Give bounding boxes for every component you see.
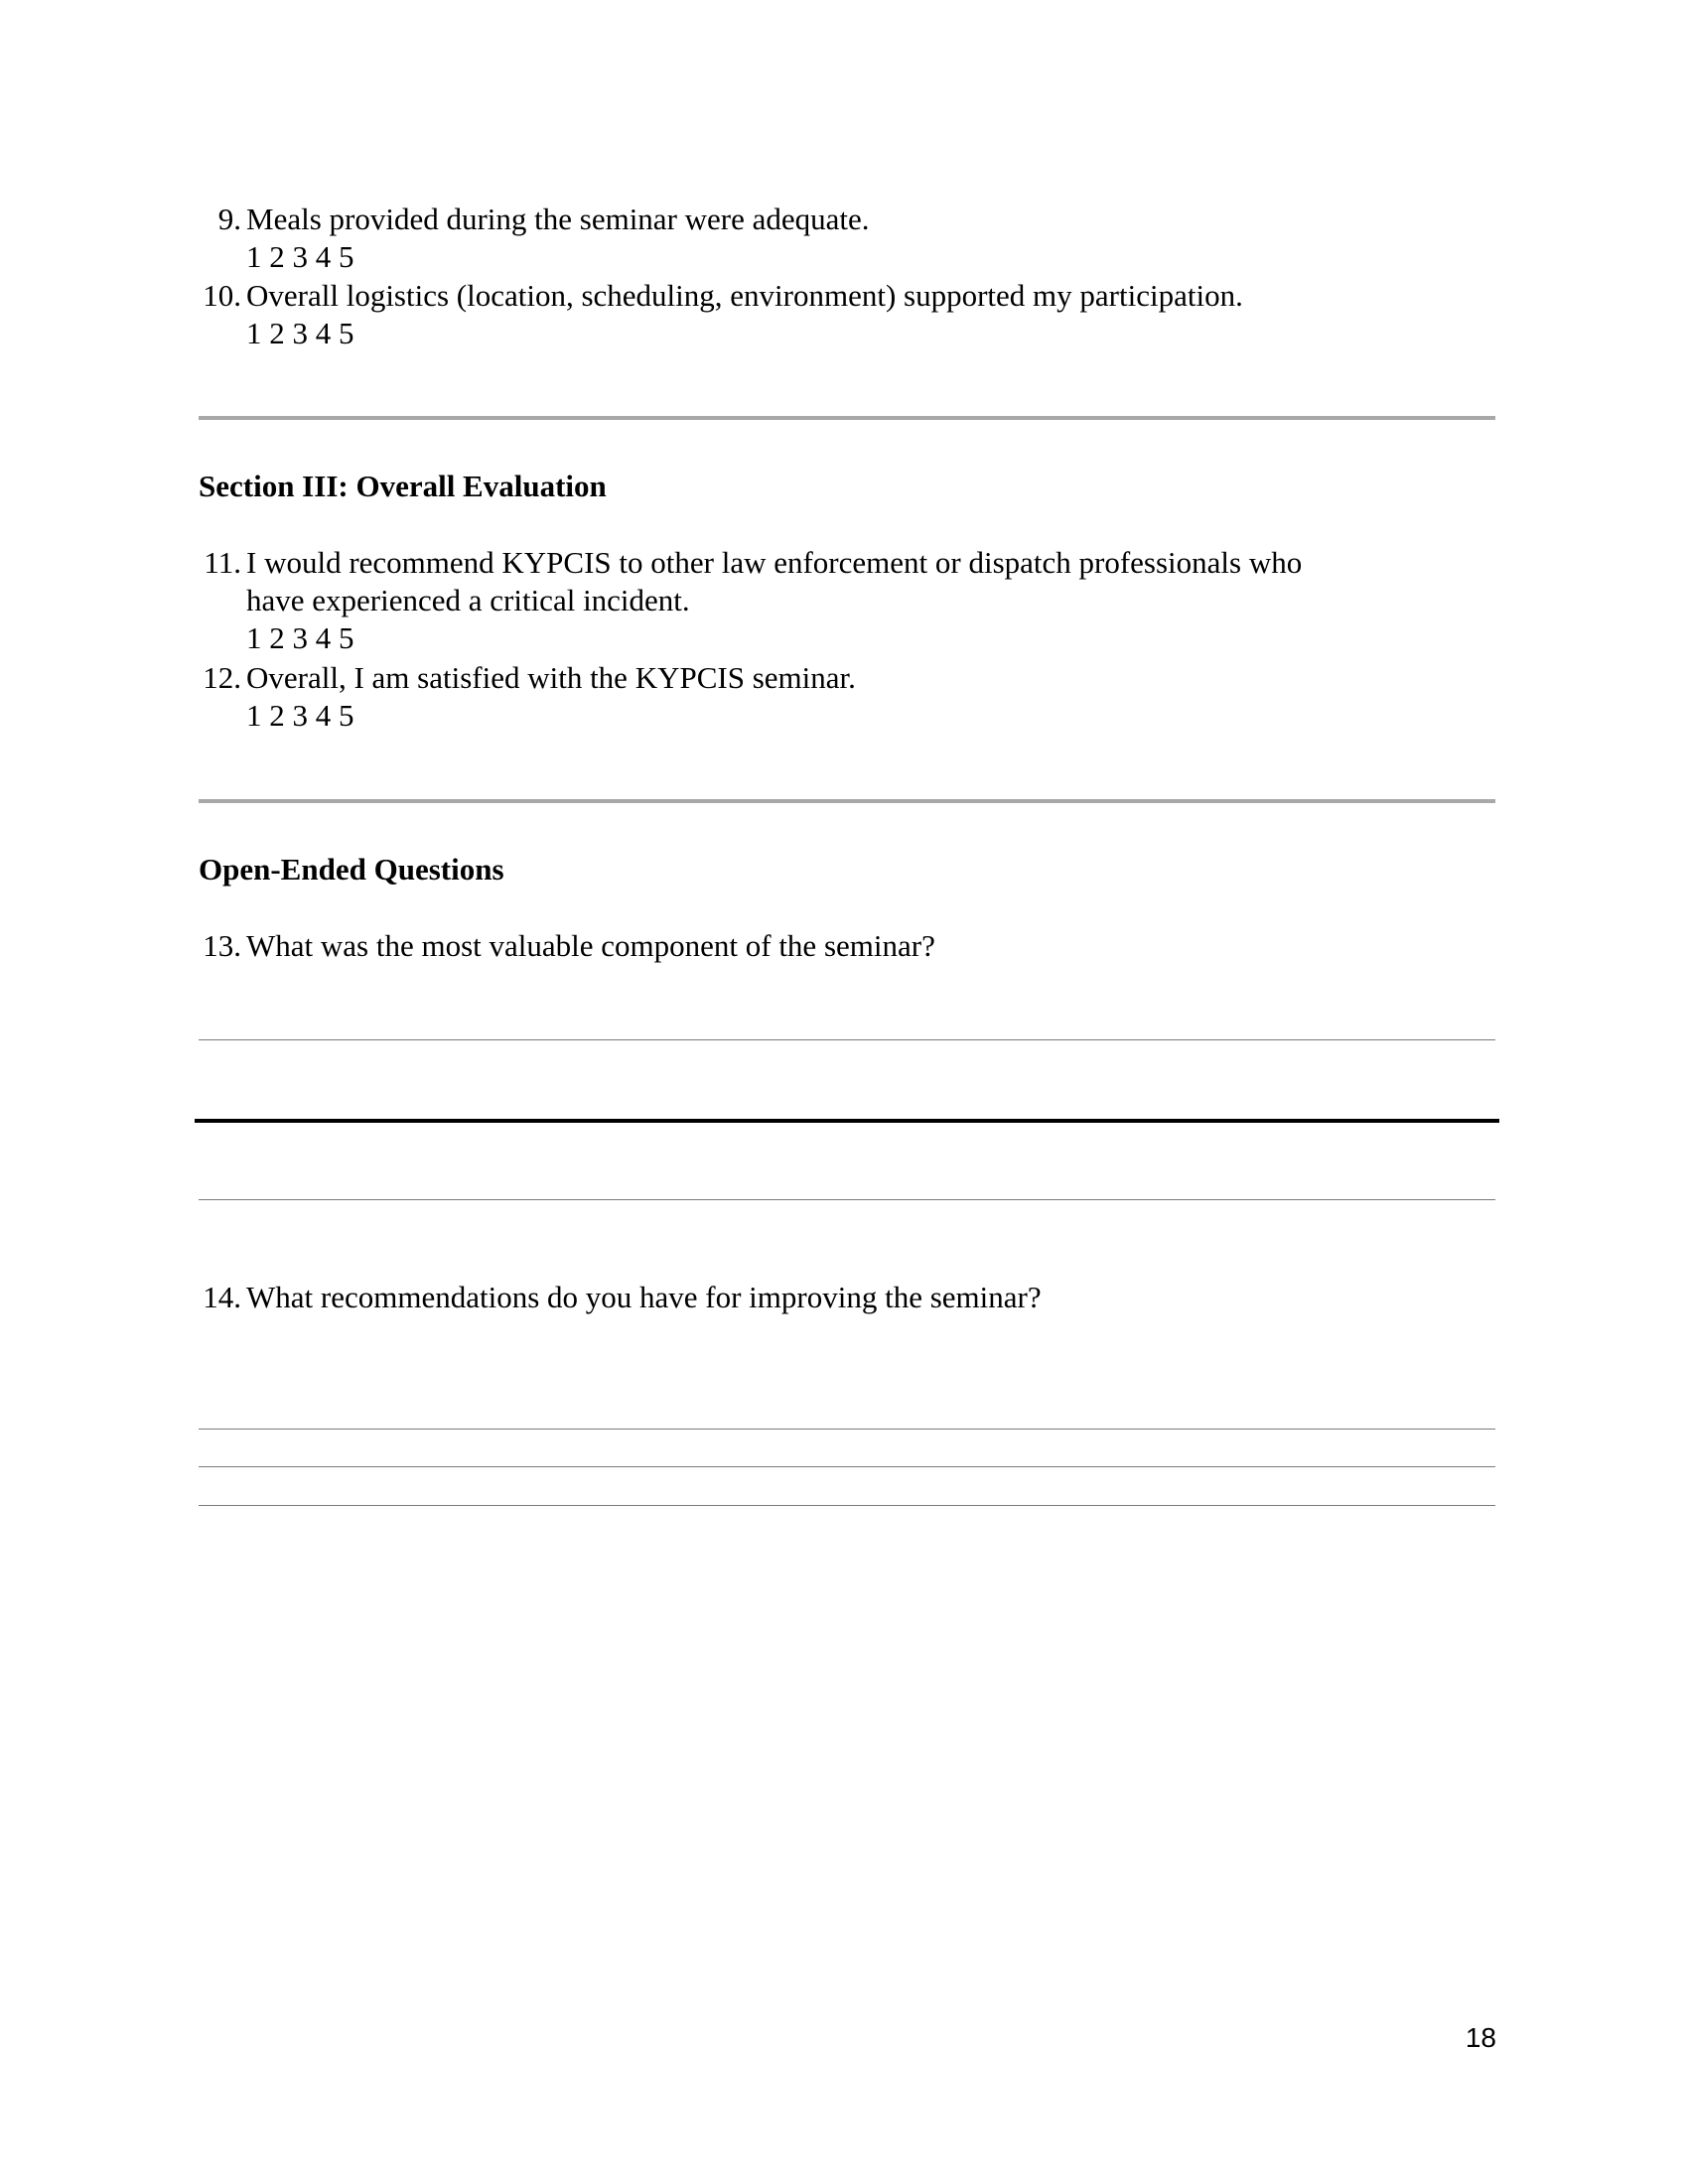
question-text: Overall, I am satisfied with the KYPCIS seminar. [246, 660, 856, 695]
page-number: 18 [1465, 2022, 1496, 2053]
question-text: What was the most valuable component of the seminar? [246, 928, 935, 963]
answer-line[interactable] [195, 1119, 1499, 1123]
answer-line[interactable] [199, 1505, 1495, 1506]
question-10 [203, 277, 1243, 352]
rating-scale: 1 2 3 4 5 [246, 698, 354, 733]
section-divider [199, 799, 1495, 803]
rating-scale: 1 2 3 4 5 [246, 316, 354, 350]
question-number: 11. [204, 545, 241, 580]
rating-scale: 1 2 3 4 5 [246, 239, 354, 274]
question-13 [203, 927, 935, 965]
section-divider [199, 416, 1495, 420]
question-text: Overall logistics (location, scheduling, environment) supported my participation. [246, 278, 1243, 313]
answer-line[interactable] [199, 1429, 1495, 1430]
question-text-line-1: I would recommend KYPCIS to other law enforcement or dispatch professionals who [246, 545, 1303, 580]
question-text: What recommendations do you have for improving the seminar? [246, 1280, 1042, 1314]
question-14 [203, 1279, 1042, 1316]
question-11 [204, 544, 1303, 657]
question-text-line-2: have experienced a critical incident. [246, 583, 690, 617]
question-number: 13. [203, 928, 241, 963]
answer-line[interactable] [199, 1199, 1495, 1200]
rating-scale: 1 2 3 4 5 [246, 620, 354, 655]
question-12 [203, 659, 856, 735]
section-heading-open-ended: Open-Ended Questions [199, 852, 504, 887]
answer-line[interactable] [199, 1466, 1495, 1467]
question-9 [217, 201, 870, 276]
question-number: 10. [203, 278, 241, 313]
answer-line[interactable] [199, 1039, 1495, 1040]
question-number: 14. [203, 1280, 241, 1314]
question-number: 9. [217, 202, 241, 236]
section-heading-overall-evaluation: Section III: Overall Evaluation [199, 469, 607, 503]
question-number: 12. [203, 660, 241, 695]
question-text: Meals provided during the seminar were adequate. [246, 202, 870, 236]
